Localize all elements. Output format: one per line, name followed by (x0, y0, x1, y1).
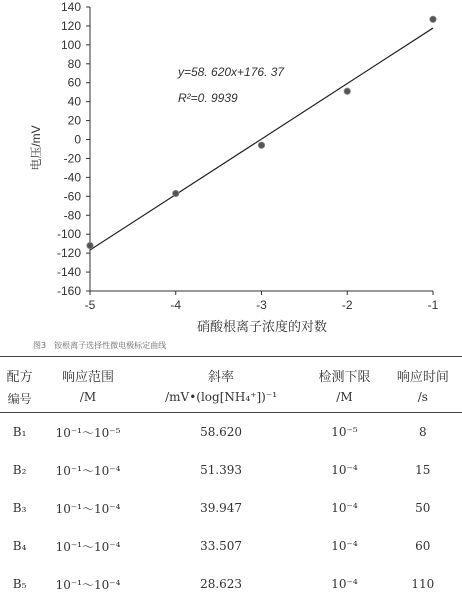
cell-slope: 51.393 (137, 451, 306, 489)
data-point (430, 16, 436, 22)
cell-time: 60 (384, 527, 462, 565)
table-row (0, 489, 462, 527)
chart-axes (90, 7, 433, 291)
cell-slope: 39.947 (137, 489, 306, 527)
y-tick-label: -120 (57, 246, 81, 260)
table-row (0, 451, 462, 489)
y-tick-label: -100 (57, 227, 81, 241)
cell-range: 10⁻¹～10⁻⁴ (39, 527, 137, 565)
cell-limit: 10⁻⁵ (305, 413, 383, 452)
y-tick-label: 40 (68, 95, 82, 109)
table-row (0, 527, 462, 565)
cell-range: 10⁻¹～10⁻⁴ (39, 451, 137, 489)
table-row (0, 565, 462, 603)
cell-time: 50 (384, 489, 462, 527)
fit-equation: y=58. 620x+176. 37 (177, 65, 285, 79)
y-tick-label: -40 (64, 170, 82, 184)
y-tick-label: -60 (64, 189, 82, 203)
y-tick-label: -160 (57, 284, 81, 298)
header-id: 配方 (0, 357, 39, 391)
header-range: 响应范围 (39, 357, 137, 391)
cell-range: 10⁻¹～10⁻⁴ (39, 489, 137, 527)
cell-time: 110 (384, 565, 462, 603)
y-tick-label: 100 (61, 38, 81, 52)
y-tick-label: 120 (61, 19, 81, 33)
cell-time: 8 (384, 413, 462, 452)
cell-id: B₂ (0, 451, 39, 489)
cell-slope: 58.620 (137, 413, 306, 452)
cell-range: 10⁻¹～10⁻⁵ (39, 413, 137, 452)
y-tick-label: -20 (64, 151, 82, 165)
x-tick-label: -4 (170, 298, 181, 312)
header-range-unit: /M (39, 390, 137, 413)
electrode-table (0, 356, 462, 603)
header-limit: 检测下限 (305, 357, 383, 391)
x-axis-label: 硝酸根离子浓度的对数 (197, 319, 327, 334)
y-tick-label: 20 (68, 114, 82, 128)
cell-time: 15 (384, 451, 462, 489)
y-tick-label: 140 (61, 0, 81, 14)
cell-slope: 33.507 (137, 527, 306, 565)
data-points (87, 16, 436, 249)
table-row (0, 413, 462, 452)
table-header-row-2 (0, 390, 462, 413)
y-tick-label: -80 (64, 208, 82, 222)
cell-limit: 10⁻⁴ (305, 489, 383, 527)
header-id-unit: 编号 (0, 390, 39, 413)
table-body (0, 413, 462, 603)
cell-id: B₃ (0, 489, 39, 527)
y-tick-label: 60 (68, 76, 82, 90)
header-slope: 斜率 (137, 357, 306, 391)
cell-range: 10⁻¹～10⁻⁴ (39, 565, 137, 603)
x-tick-label: -1 (428, 298, 439, 312)
data-point (87, 242, 93, 248)
x-ticks (85, 291, 439, 312)
header-time-unit: /s (384, 390, 462, 413)
y-axis-label: 电压/mV (28, 125, 43, 170)
header-time: 响应时间 (384, 357, 462, 391)
cell-limit: 10⁻⁴ (305, 451, 383, 489)
x-tick-label: -3 (256, 298, 267, 312)
header-limit-unit: /M (305, 390, 383, 413)
cell-slope: 28.623 (137, 565, 306, 603)
cell-id: B₁ (0, 413, 39, 452)
y-ticks (57, 0, 90, 298)
cell-id: B₄ (0, 527, 39, 565)
data-point (258, 142, 264, 148)
cell-limit: 10⁻⁴ (305, 565, 383, 603)
table-header-row-1 (0, 357, 462, 391)
y-tick-label: -140 (57, 265, 81, 279)
data-point (344, 88, 350, 94)
y-tick-label: 0 (74, 133, 81, 147)
header-slope-unit: /mV•(log[NH₄⁺])⁻¹ (137, 390, 306, 413)
cell-limit: 10⁻⁴ (305, 527, 383, 565)
y-tick-label: 80 (68, 57, 82, 71)
figure-caption: 图3 铵根离子选择性微电极标定曲线 (33, 340, 166, 351)
fit-line (90, 28, 433, 250)
r-squared: R²=0. 9939 (178, 91, 238, 105)
cell-id: B₅ (0, 565, 39, 603)
x-tick-label: -2 (342, 298, 353, 312)
data-point (173, 190, 179, 196)
x-tick-label: -5 (85, 298, 96, 312)
